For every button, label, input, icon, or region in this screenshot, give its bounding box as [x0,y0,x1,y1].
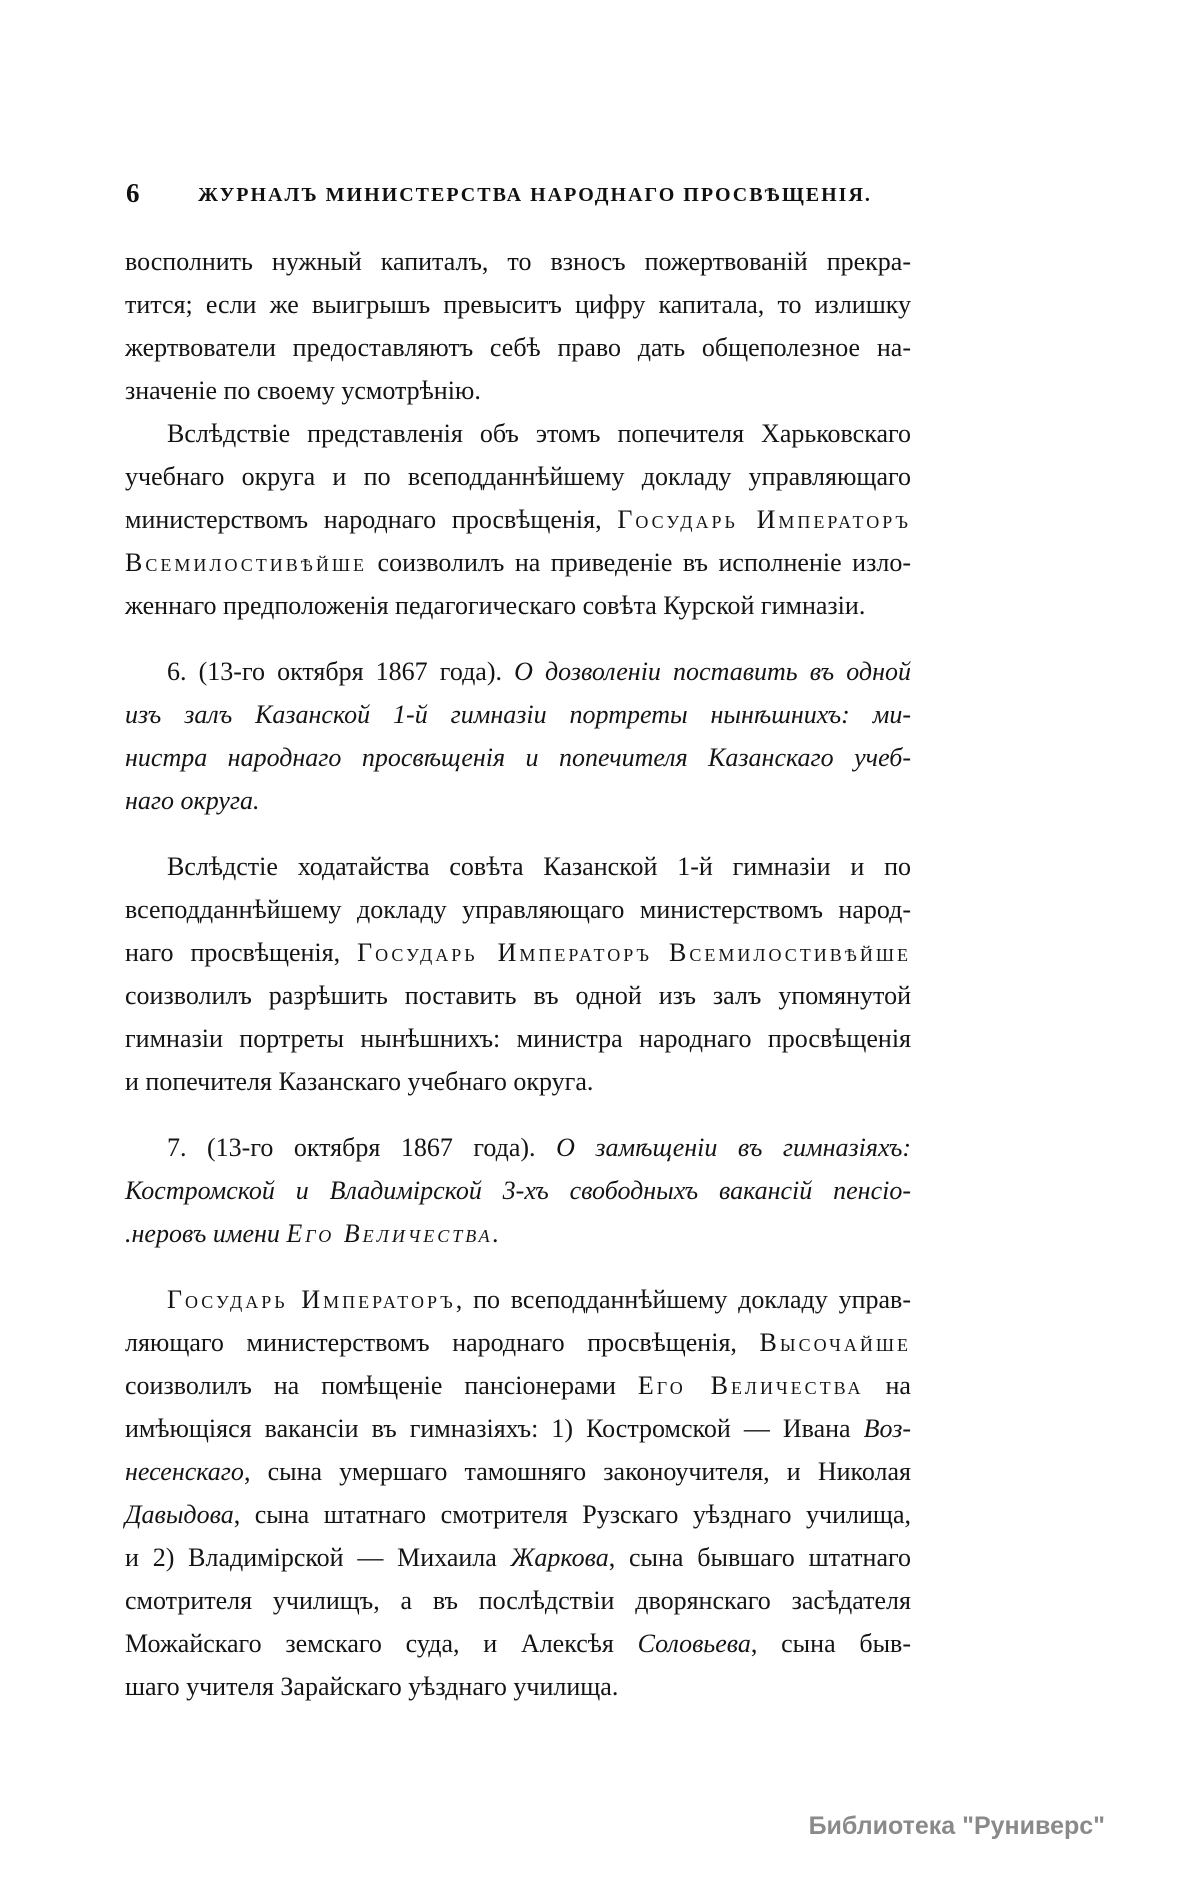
text-segment: Всемилостивѣйше [668,938,911,967]
text-segment: и попечителя Казанскаго учебнаго округа. [125,1067,594,1096]
text-line [125,1579,911,1622]
text-line [125,369,911,412]
text-line [125,541,911,584]
text-segment: всеподданнѣйшему докладу управляющаго министерствомъ народ- [125,895,911,924]
text-line [125,779,911,822]
text-line [125,1536,911,1579]
text-segment: тится; если же выигрышъ превыситъ цифру капитала, то излишку [125,290,911,319]
text-segment: Давыдова [125,1500,234,1529]
text-segment: и 2) Владимірской — Михаила [125,1543,511,1572]
paragraph [125,240,911,412]
text-segment: , сына умершаго тамошняго законоучителя, и Николая [243,1457,911,1486]
text-line [125,1212,911,1255]
text-line [125,498,911,541]
text-segment: изъ залъ Казанской 1-й гимназіи портреты нынѣшнихъ: ми- [125,700,911,729]
text-segment: ляющаго министерствомъ народнаго просвѣщенія, [125,1328,760,1357]
text-segment: несенскаго [125,1457,244,1486]
text-line [125,1060,911,1103]
text-segment: Можайскаго земскаго суда, и Алексѣя [125,1629,638,1658]
text-segment: Его Величества [637,1371,864,1400]
text-line [125,1169,911,1212]
text-line [125,283,911,326]
text-segment: Костромской и Владимірской 3-хъ свободныхъ вакансій пенсіо- [125,1176,911,1205]
text-line [125,1493,911,1536]
text-segment: на [863,1371,911,1400]
section-heading [125,650,911,822]
text-segment: Жаркова [510,1543,609,1572]
text-line [125,845,911,888]
text-line [125,693,911,736]
text-line [125,1321,911,1364]
running-title: ЖУРНАЛЪ МИНИСТЕРСТВА НАРОДНАГО ПРОСВѢЩЕНІЯ. [198,184,872,206]
text-line [125,1278,911,1321]
text-segment [652,938,669,967]
text-line [125,412,911,455]
text-segment: , сына бывшаго штатнаго [608,1543,911,1572]
text-segment: женнаго предположенія педагогическаго совѣта Курской гимназіи. [125,591,866,620]
text-segment: Государь Императоръ [357,938,652,967]
text-segment: Всемилостивѣйше [125,548,368,577]
text-segment: , по всеподданнѣйшему докладу управ- [455,1285,911,1314]
text-line [125,931,911,974]
text-line [125,584,911,627]
text-line [125,1665,911,1708]
text-segment: восполнить нужный капиталъ, то взносъ пожертвованій прекра- [125,247,911,276]
text-line [125,888,911,931]
text-segment: наго просвѣщенія, [125,938,358,967]
text-segment: шаго учителя Зарайскаго уѣзднаго училища. [125,1672,619,1701]
text-segment: учебнаго округа и по всеподданнѣйшему докладу управляющаго [125,462,911,491]
paragraph [125,412,911,627]
text-segment: имѣющіяся вакансіи въ гимназіяхъ: 1) Костромской — Ивана [125,1414,864,1443]
paragraph [125,845,911,1103]
text-segment: жертвователи предоставляютъ себѣ право дать общеполезное на- [125,333,911,362]
text-segment: Государь Императоръ [167,1285,456,1314]
text-line [125,974,911,1017]
text-line [125,455,911,498]
text-line [125,1364,911,1407]
text-segment: Его Величества [286,1219,493,1248]
text-segment: Вслѣдствіе представленія объ этомъ попечителя Харьковскаго [167,419,911,448]
text-segment: смотрителя училищъ, а въ послѣдствіи дворянскаго засѣдателя [125,1586,911,1615]
text-segment: министерствомъ народнаго просвѣщенія, [125,505,618,534]
text-segment: соизволилъ разрѣшить поставить въ одной изъ залъ упомянутой [125,981,911,1010]
text-line [125,326,911,369]
text-segment: Государь Императоръ [617,505,911,534]
text-segment: наго округа. [125,786,260,815]
text-line [125,1017,911,1060]
text-line [125,736,911,779]
text-segment: Высочайше [759,1328,911,1357]
text-line [125,240,911,283]
text-segment: .неровъ имени [125,1219,287,1248]
text-line [125,1450,911,1493]
text-segment: . [492,1219,500,1248]
text-line [125,1622,911,1665]
page-number: 6 [126,178,140,208]
text-segment: соизволилъ на приведеніе въ исполненіе изло- [367,548,911,577]
text-segment: Соловьева [637,1629,751,1658]
text-segment: О замѣщеніи въ гимназіяхъ: [556,1133,911,1162]
paragraph [125,1278,911,1708]
text-segment: , сына быв- [750,1629,911,1658]
text-segment: соизволилъ на помѣщеніе пансіонерами [125,1371,638,1400]
text-line [125,650,911,693]
text-segment: 6. (13-го октября 1867 года). [167,657,515,686]
text-segment: значеніе по своему усмотрѣнію. [125,376,481,405]
text-segment: , сына штатнаго смотрителя Рузскаго уѣзднаго училища, [233,1500,911,1529]
text-line [125,1126,911,1169]
text-line [125,1407,911,1450]
text-segment: Воз- [863,1414,911,1443]
library-watermark: Библиотека "Руниверс" [808,1812,1105,1840]
section-heading [125,1126,911,1255]
text-segment: О дозволеніи поставить въ одной [514,657,911,686]
text-segment: Вслѣдстіе ходатайства совѣта Казанской 1-й гимназіи и по [167,852,911,881]
text-segment: гимназіи портреты нынѣшнихъ: министра народнаго просвѣщенія [125,1024,911,1053]
text-segment: нистра народнаго просвѣщенія и попечителя Казанскаго учеб- [125,743,911,772]
text-segment: 7. (13-го октября 1867 года). [167,1133,557,1162]
document-body [125,240,911,1708]
